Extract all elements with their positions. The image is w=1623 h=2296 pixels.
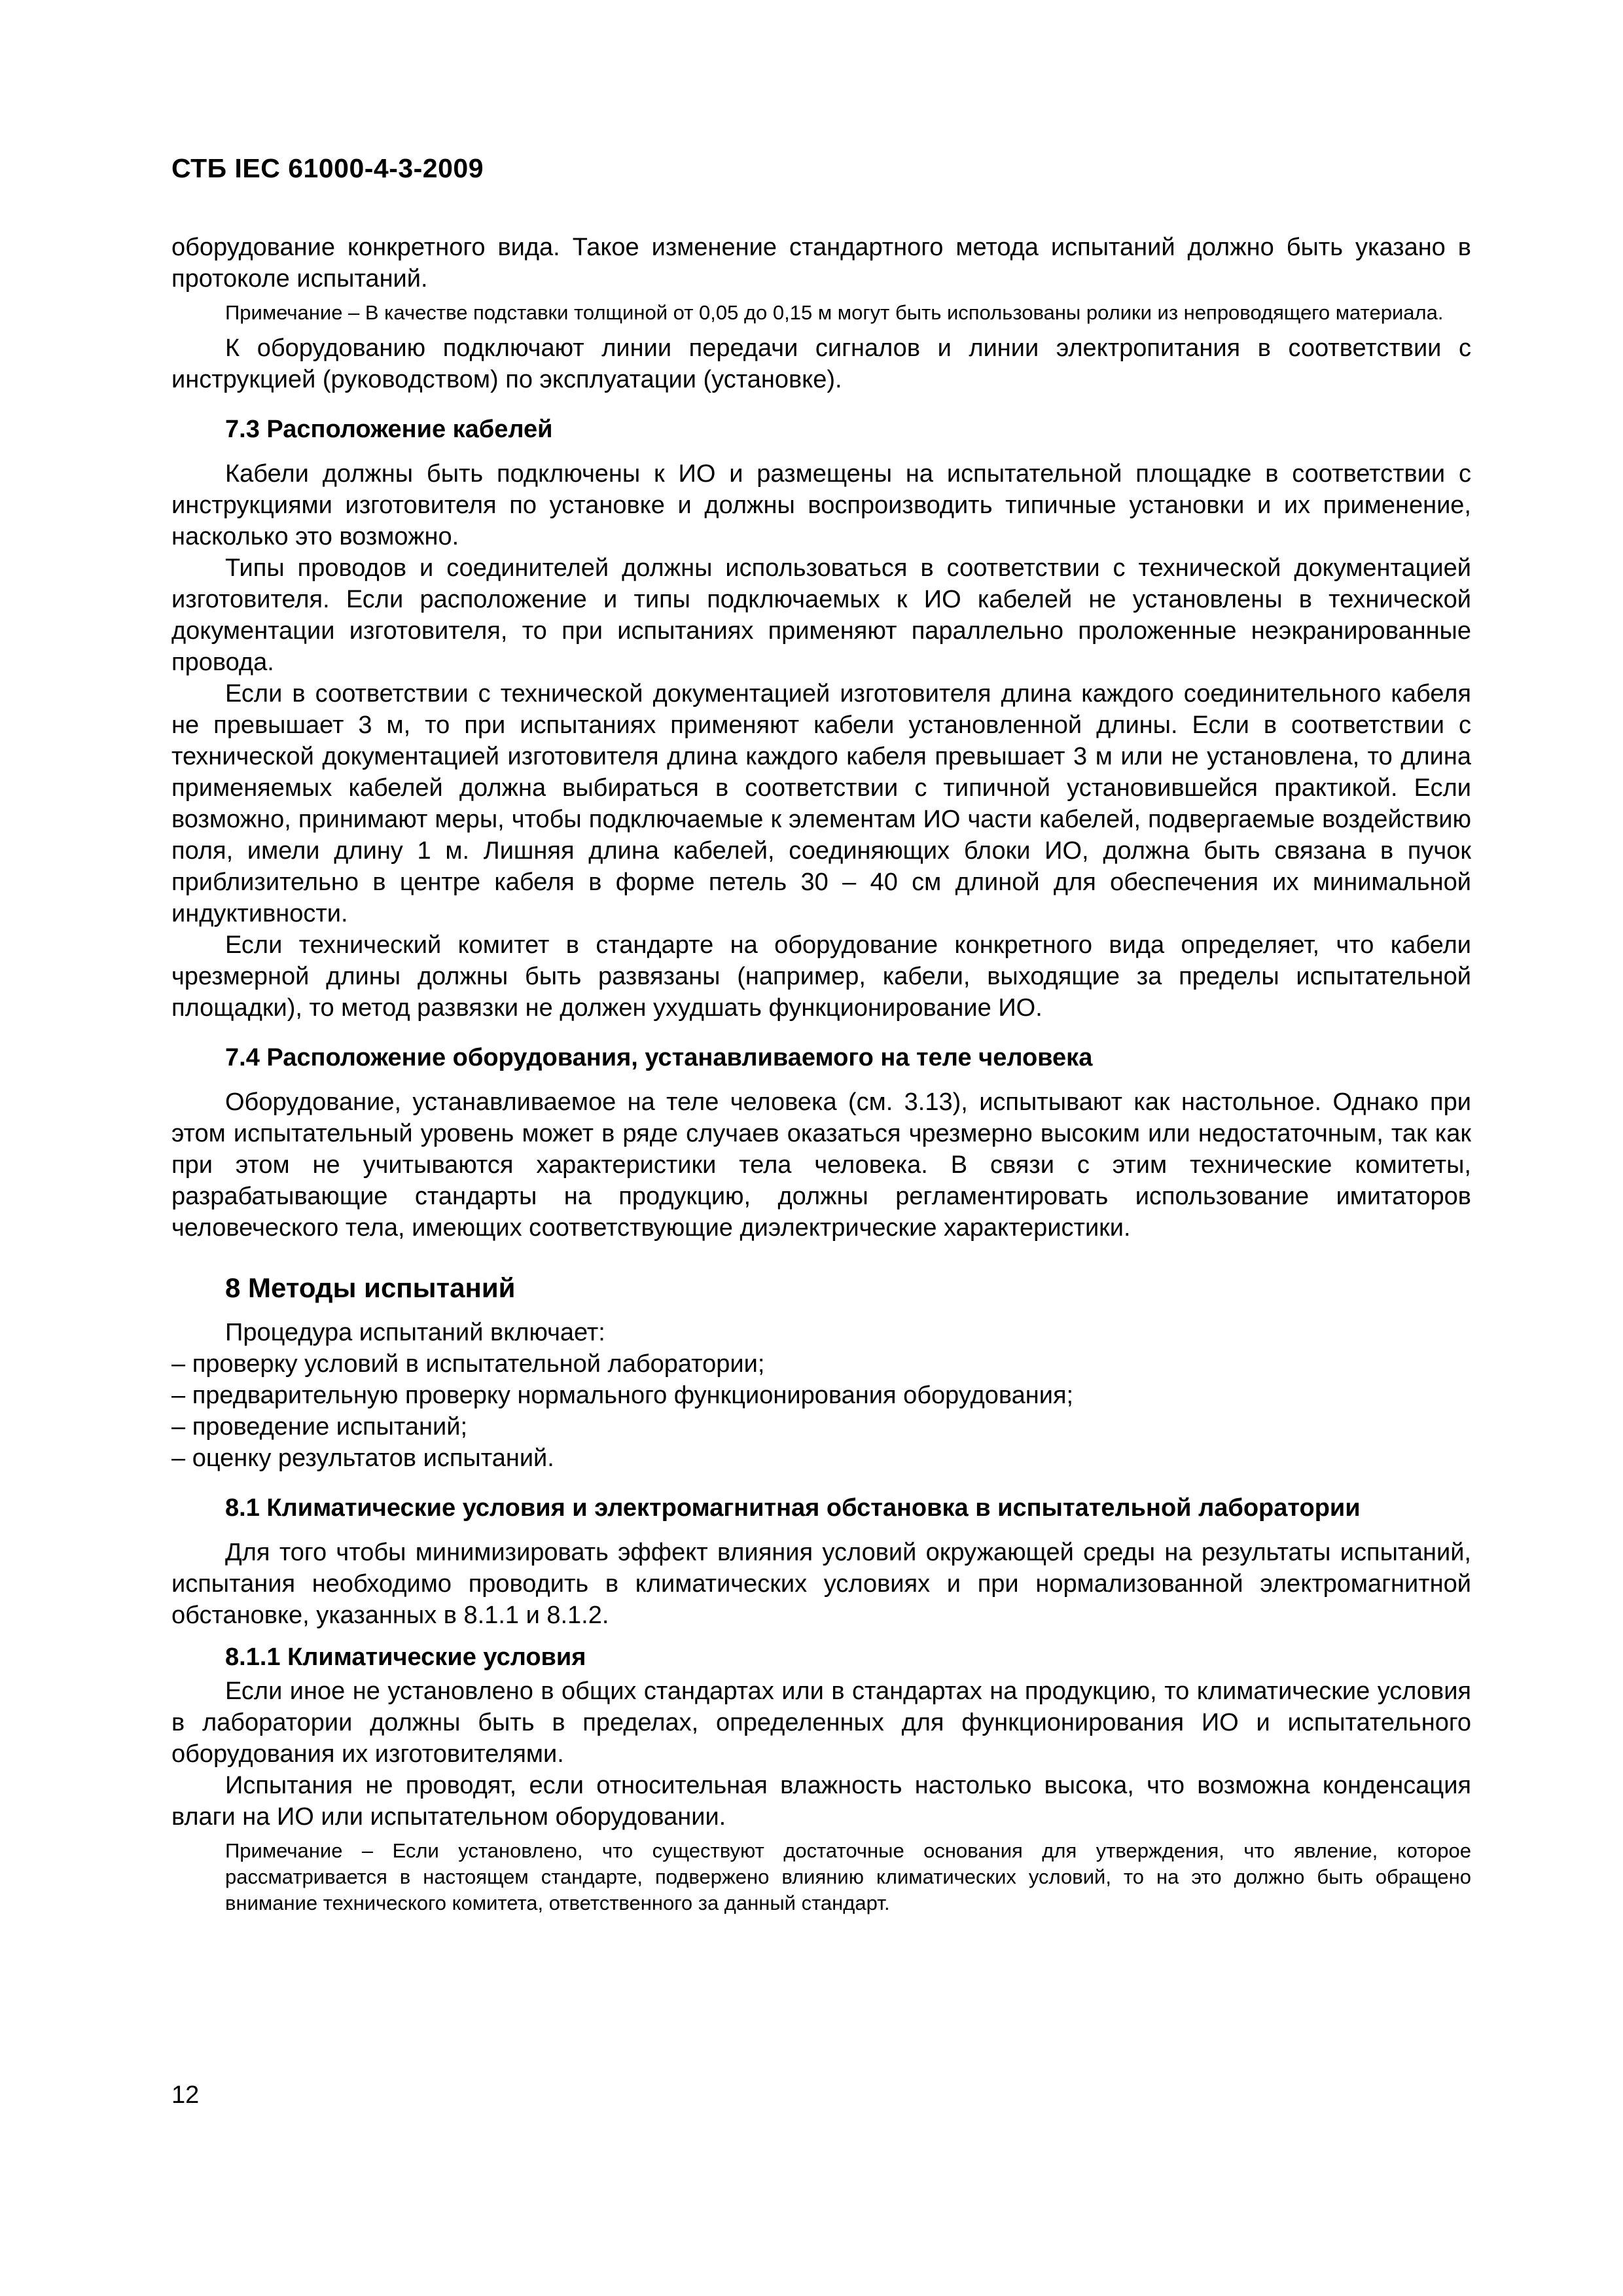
paragraph-procedure-intro: Процедура испытаний включает: <box>225 1319 605 1346</box>
paragraph-body-worn: Оборудование, устанавливаемое на теле человека (см. 3.13), испытывают как настольное. Однако при этом испытательный уровень может в ряде случаев оказаться чрезмерно высоким или недостаточным, так как при этом не учитываются характеристики тела человека. В связи с этим технические комитеты, разрабатывающие стандарты на продукцию, должны регламентировать использование имитаторов человеческого тела, имеющих соответствующие диэлектрические характеристики. <box>171 1088 1471 1242</box>
note-stand-rollers: Примечание – В качестве подставки толщиной от 0,05 до 0,15 м могут быть использованы ролики из непроводящего материала. <box>225 301 1444 324</box>
paragraph-climatic: Если иное не установлено в общих стандартах или в стандартах на продукцию, то климатические условия в лаборатории должны быть в пределах, определенных для функционирования ИО и испытательного оборудования их изготовителями. <box>171 1677 1471 1768</box>
list-item: – проведение испытаний; <box>171 1413 468 1441</box>
section-heading-8-1-1: 8.1.1 Климатические условия <box>225 1643 586 1671</box>
section-heading-7-4: 7.4 Расположение оборудования, устанавливаемого на теле человека <box>225 1044 1093 1071</box>
paragraph-cable-length: Если в соответствии с технической документацией изготовителя длина каждого соединительного кабеля не превышает 3 м, то при испытаниях применяют кабели установленной длины. Если в соответствии с технической документацией изготовителя длина каждого кабеля превышает 3 м или не установлена, то длина применяемых кабелей должна выбираться в соответствии с типичной установившейся практикой. Если возможно, принимают меры, чтобы подключаемые к элементам ИО части кабелей, подвергаемые воздействию поля, имели длину 1 м. Лишняя длина кабелей, соединяющих блоки ИО, должна быть связана в пучок приблизительно в центре кабеля в форме петель 30 – 40 см длиной для обеспечения их минимальной индуктивности. <box>171 680 1471 927</box>
paragraph-wire-types: Типы проводов и соединителей должны использоваться в соответствии с технической документацией изготовителя. Если расположение и типы подключаемых к ИО кабелей не установлены в технической документации изготовителя, то при испытаниях применяют параллельно проложенные неэкранированные провода. <box>171 554 1471 676</box>
list-item: – проверку условий в испытательной лаборатории; <box>171 1350 765 1378</box>
note-climatic-influence: Примечание – Если установлено, что существуют достаточные основания для утверждения, что явление, которое рассматривается в настоящем стандарте, подвержено влиянию климатических условий, то на это должно быть обращено внимание технического комитета, ответственного за данный стандарт. <box>225 1839 1471 1914</box>
paragraph-humidity: Испытания не проводят, если относительная влажность настолько высока, что возможна конденсация влаги на ИО или испытательном оборудовании. <box>171 1772 1471 1831</box>
section-heading-8-1: 8.1 Климатические условия и электромагнитная обстановка в испытательной лаборатории <box>225 1494 1361 1522</box>
paragraph-environment: Для того чтобы минимизировать эффект влияния условий окружающей среды на результаты испытаний, испытания необходимо проводить в климатических условиях и при нормализованной электромагнитной обстановке, указанных в 8.1.1 и 8.1.2. <box>171 1539 1471 1629</box>
page-body <box>171 232 1471 1923</box>
list-item: – предварительную проверку нормального функционирования оборудования; <box>171 1382 1074 1409</box>
paragraph-cables-placement: Кабели должны быть подключены к ИО и размещены на испытательной площадке в соответствии с инструкциями изготовителя по установке и должны воспроизводить типичные установки и их применение, насколько это возможно. <box>171 460 1471 550</box>
section-heading-7-3: 7.3 Расположение кабелей <box>225 416 553 443</box>
page-number: 12 <box>171 2081 200 2109</box>
procedure-list <box>171 1348 1471 1474</box>
paragraph-connections: К оборудованию подключают линии передачи сигналов и линии электропитания в соответствии с инструкцией (руководством) по эксплуатации (установке). <box>171 334 1471 393</box>
section-heading-8: 8 Методы испытаний <box>225 1272 516 1303</box>
paragraph-decoupling: Если технический комитет в стандарте на оборудование конкретного вида определяет, что кабели чрезмерной длины должны быть развязаны (например, кабели, выходящие за пределы испытательной площадки), то метод развязки не должен ухудшать функционирование ИО. <box>171 931 1471 1022</box>
paragraph-continued: оборудование конкретного вида. Такое изменение стандартного метода испытаний должно быть указано в протоколе испытаний. <box>171 234 1471 293</box>
document-header: СТБ IEC 61000-4-3-2009 <box>171 153 484 183</box>
list-item: – оценку результатов испытаний. <box>171 1444 554 1472</box>
